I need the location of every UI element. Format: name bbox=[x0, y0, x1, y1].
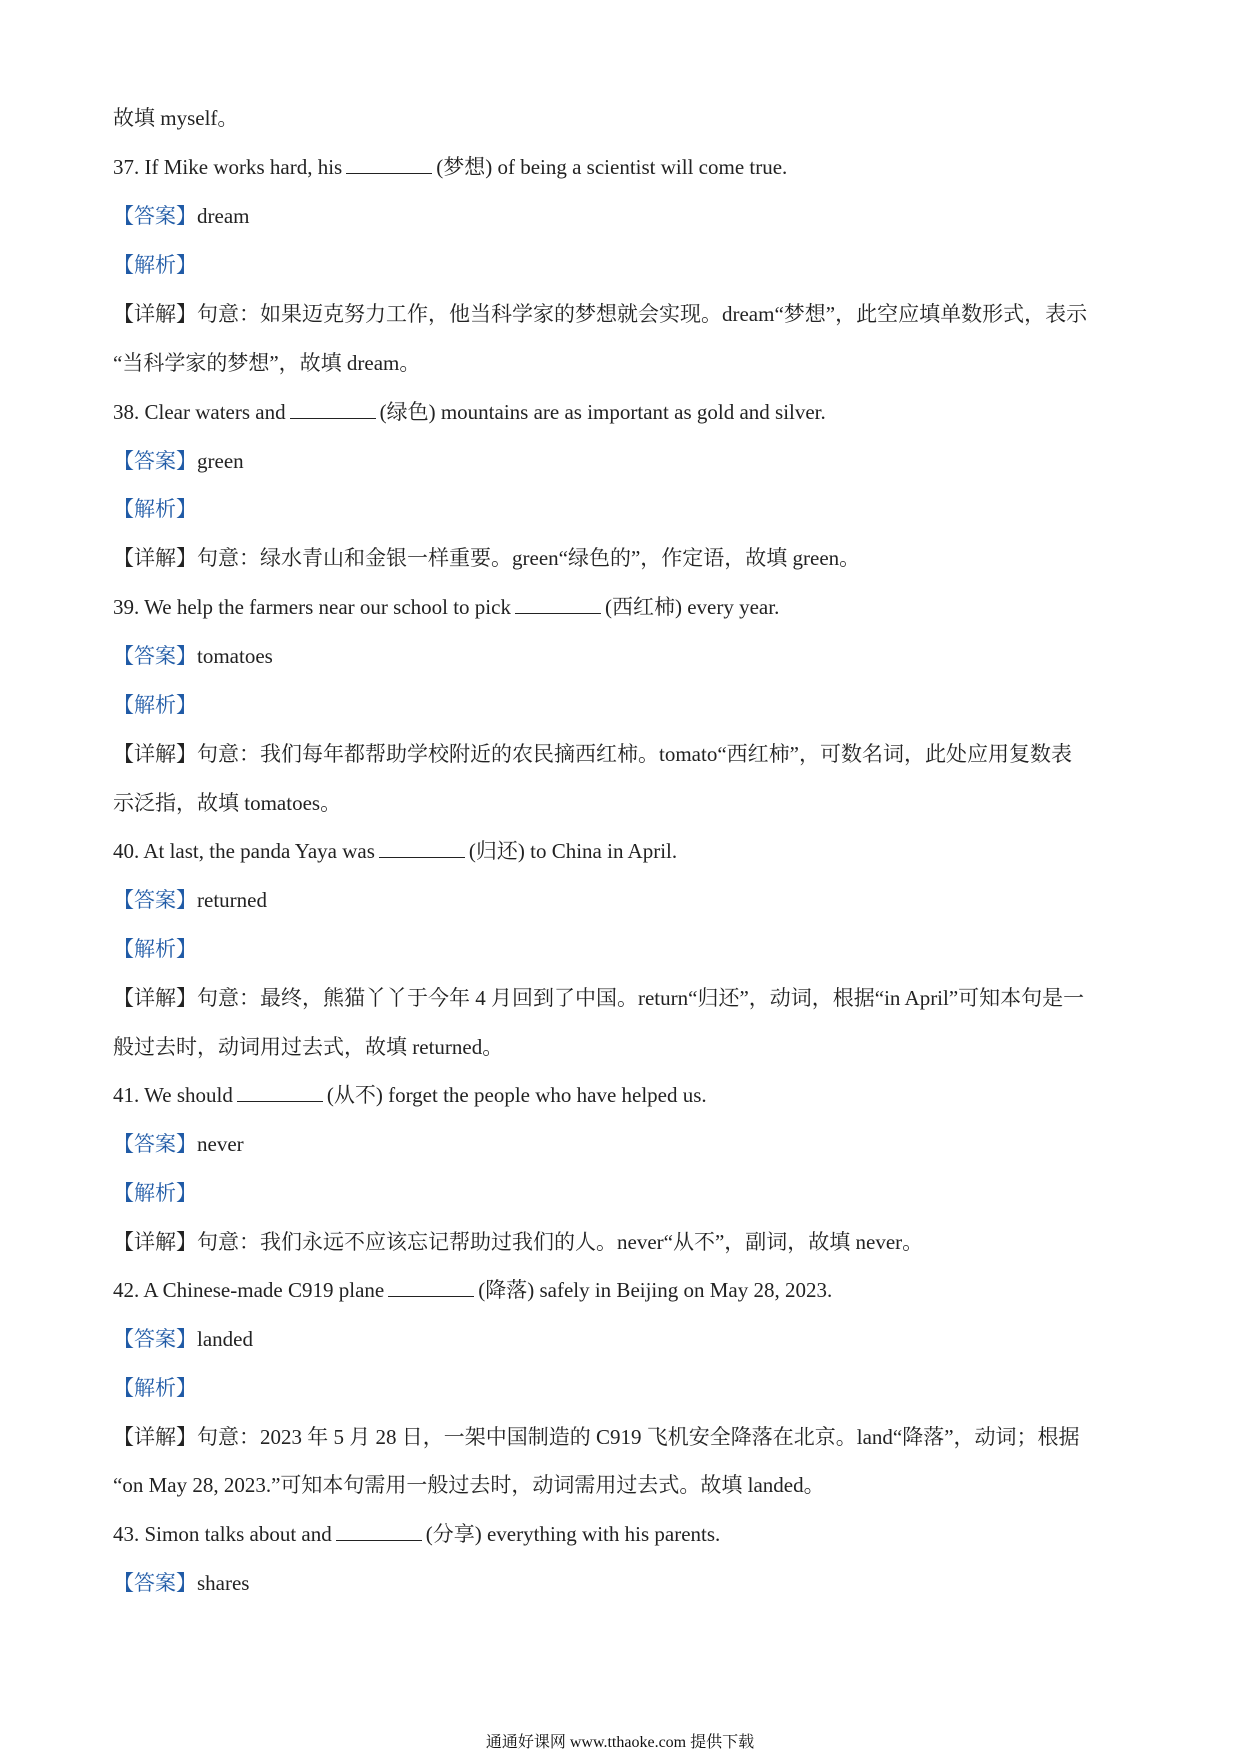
question-text: (归还) to China in April. bbox=[468, 839, 678, 863]
answer-blank bbox=[237, 1082, 323, 1102]
detail-label: 【详解】 bbox=[113, 986, 197, 1010]
answer-text: dream bbox=[197, 204, 250, 228]
detail-42 bbox=[113, 1423, 1133, 1451]
answer-text: tomatoes bbox=[197, 644, 273, 668]
answer-label: 【答案】 bbox=[113, 644, 197, 668]
detail-38 bbox=[113, 544, 1133, 572]
answer-text: returned bbox=[197, 888, 267, 912]
detail-text: 句意：2023 年 5 月 28 日，一架中国制造的 C919 飞机安全降落在北京。land“降落”，动词；根据 bbox=[197, 1425, 1080, 1449]
detail-37-cont: “当科学家的梦想”，故填 dream。 bbox=[113, 351, 421, 375]
analysis-label: 【解析】 bbox=[113, 1181, 197, 1205]
answer-40 bbox=[113, 886, 1133, 914]
question-text: 42. A Chinese-made C919 plane bbox=[113, 1278, 385, 1302]
answer-text: green bbox=[197, 449, 244, 473]
question-43 bbox=[113, 1520, 1133, 1548]
detail-text: 句意：我们每年都帮助学校附近的农民摘西红柿。tomato“西红柿”，可数名词，此处应用复数表 bbox=[197, 742, 1072, 766]
detail-37 bbox=[113, 300, 1133, 328]
answer-blank bbox=[336, 1521, 422, 1541]
question-text: 43. Simon talks about and bbox=[113, 1522, 332, 1546]
question-text: (从不) forget the people who have helped us. bbox=[326, 1083, 707, 1107]
question-text: 40. At last, the panda Yaya was bbox=[113, 839, 375, 863]
detail-40 bbox=[113, 984, 1133, 1012]
footer-watermark: 通通好课网 www.tthaoke.com 提供下载 bbox=[485, 1734, 755, 1751]
question-text: (梦想) of being a scientist will come true. bbox=[436, 155, 788, 179]
question-text: 38. Clear waters and bbox=[113, 400, 286, 424]
answer-blank bbox=[346, 154, 432, 174]
detail-40-cont: 般过去时，动词用过去式，故填 returned。 bbox=[113, 1035, 504, 1059]
detail-label: 【详解】 bbox=[113, 1425, 197, 1449]
answer-42 bbox=[113, 1325, 1133, 1353]
answer-text: shares bbox=[197, 1571, 250, 1595]
detail-label: 【详解】 bbox=[113, 742, 197, 766]
answer-blank bbox=[290, 399, 376, 419]
analysis-label: 【解析】 bbox=[113, 253, 197, 277]
analysis-label: 【解析】 bbox=[113, 1376, 197, 1400]
answer-41 bbox=[113, 1130, 1133, 1158]
question-38 bbox=[113, 398, 1133, 426]
detail-41 bbox=[113, 1228, 1133, 1256]
detail-text: 句意：绿水青山和金银一样重要。green“绿色的”，作定语，故填 green。 bbox=[197, 546, 861, 570]
answer-39 bbox=[113, 642, 1133, 670]
answer-label: 【答案】 bbox=[113, 888, 197, 912]
question-41 bbox=[113, 1081, 1133, 1109]
answer-label: 【答案】 bbox=[113, 1132, 197, 1156]
question-39 bbox=[113, 593, 1133, 621]
analysis-label: 【解析】 bbox=[113, 937, 197, 961]
answer-label: 【答案】 bbox=[113, 449, 197, 473]
answer-blank bbox=[515, 594, 601, 614]
detail-text: 句意：我们永远不应该忘记帮助过我们的人。never“从不”，副词，故填 never。 bbox=[197, 1230, 924, 1254]
detail-39-cont: 示泛指，故填 tomatoes。 bbox=[113, 791, 342, 815]
question-text: 39. We help the farmers near our school to pick bbox=[113, 595, 511, 619]
answer-37 bbox=[113, 202, 1133, 230]
question-text: (绿色) mountains are as important as gold and silver. bbox=[379, 400, 826, 424]
question-text: (降落) safely in Beijing on May 28, 2023. bbox=[478, 1278, 833, 1302]
answer-label: 【答案】 bbox=[113, 1327, 197, 1351]
answer-text: never bbox=[197, 1132, 244, 1156]
detail-label: 【详解】 bbox=[113, 1230, 197, 1254]
answer-38 bbox=[113, 447, 1133, 475]
detail-39 bbox=[113, 740, 1133, 768]
answer-blank bbox=[379, 838, 465, 858]
question-37 bbox=[113, 153, 1133, 181]
answer-label: 【答案】 bbox=[113, 204, 197, 228]
question-text: 37. If Mike works hard, his bbox=[113, 155, 343, 179]
detail-text: 句意：最终，熊猫丫丫于今年 4 月回到了中国。return“归还”，动词，根据“in April”可知本句是一 bbox=[197, 986, 1085, 1010]
answer-text: landed bbox=[197, 1327, 253, 1351]
question-42 bbox=[113, 1276, 1133, 1304]
analysis-label: 【解析】 bbox=[113, 693, 197, 717]
question-40 bbox=[113, 837, 1133, 865]
answer-label: 【答案】 bbox=[113, 1571, 197, 1595]
detail-text: 句意：如果迈克努力工作，他当科学家的梦想就会实现。dream“梦想”，此空应填单数形式，表示 bbox=[197, 302, 1088, 326]
detail-42-cont: “on May 28, 2023.”可知本句需用一般过去时，动词需用过去式。故填 landed。 bbox=[113, 1473, 825, 1497]
answer-43 bbox=[113, 1569, 1133, 1597]
detail-label: 【详解】 bbox=[113, 302, 197, 326]
analysis-label: 【解析】 bbox=[113, 497, 197, 521]
question-text: (西红柿) every year. bbox=[604, 595, 780, 619]
continuation-text: 故填 myself。 bbox=[113, 106, 239, 130]
detail-label: 【详解】 bbox=[113, 546, 197, 570]
question-text: 41. We should bbox=[113, 1083, 233, 1107]
answer-blank bbox=[388, 1277, 474, 1297]
question-text: (分享) everything with his parents. bbox=[425, 1522, 721, 1546]
